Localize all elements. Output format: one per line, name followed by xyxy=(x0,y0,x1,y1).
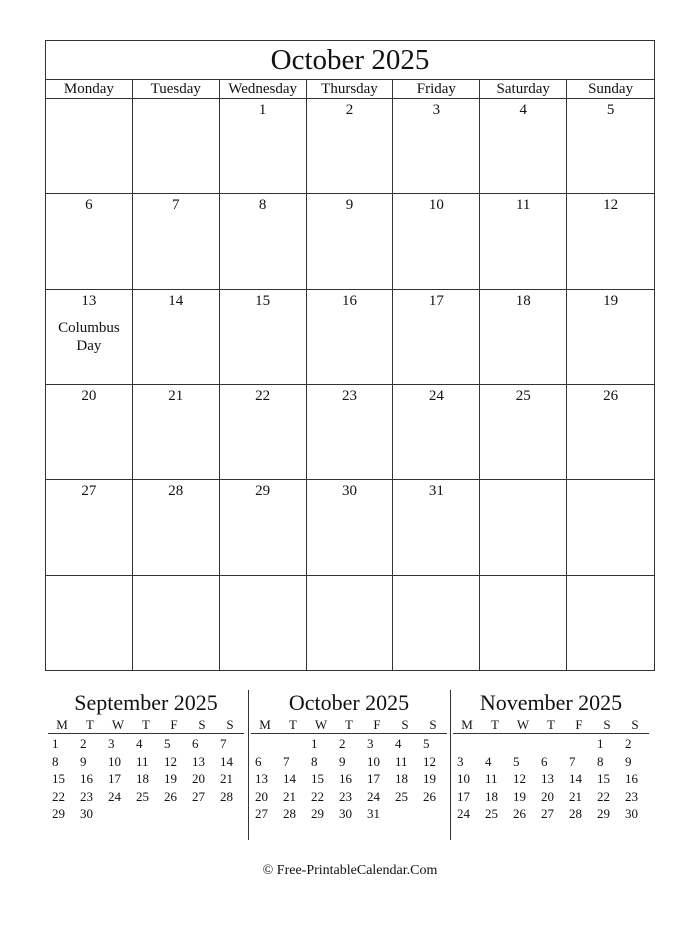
day-cell xyxy=(567,99,654,194)
mini-weekday-label: S xyxy=(226,717,234,732)
divider xyxy=(248,690,249,840)
day-number: 28 xyxy=(168,483,184,500)
mini-day: 17 xyxy=(457,788,470,804)
weekday-label: Wednesday xyxy=(220,80,307,98)
mini-day: 14 xyxy=(283,771,296,787)
day-cell xyxy=(133,194,220,289)
day-cell xyxy=(567,576,654,671)
day-cell xyxy=(46,576,133,671)
mini-day: 14 xyxy=(220,753,233,769)
mini-day: 16 xyxy=(80,771,93,787)
mini-weekday-label: T xyxy=(491,717,499,732)
day-cell xyxy=(393,99,480,194)
mini-day xyxy=(104,805,132,823)
day-number: 7 xyxy=(172,197,180,214)
mini-day: 30 xyxy=(80,806,93,822)
mini-day: 7 xyxy=(569,753,576,769)
mini-day: 2 xyxy=(625,736,632,751)
mini-day xyxy=(509,735,537,753)
day-number: 3 xyxy=(432,102,441,118)
mini-day: 16 xyxy=(625,771,638,787)
day-cell xyxy=(393,576,480,671)
mini-title: October 2025 xyxy=(288,690,410,715)
mini-day: 28 xyxy=(283,806,296,822)
mini-day: 26 xyxy=(423,788,436,804)
day-cell xyxy=(393,480,480,575)
day-number: 27 xyxy=(81,483,97,500)
day-cell xyxy=(220,194,307,289)
mini-weekday-label: F xyxy=(373,717,381,732)
mini-day: 12 xyxy=(423,753,436,769)
day-number: 9 xyxy=(345,197,354,214)
day-cell xyxy=(220,290,307,385)
mini-day: 12 xyxy=(164,753,177,769)
divider xyxy=(450,690,451,840)
mini-day: 22 xyxy=(52,788,65,804)
day-cell xyxy=(567,385,654,480)
mini-day: 29 xyxy=(597,806,610,822)
mini-day: 11 xyxy=(136,753,149,769)
mini-day: 5 xyxy=(423,736,430,751)
mini-day xyxy=(251,735,279,753)
mini-day: 23 xyxy=(339,788,352,804)
mini-day: 4 xyxy=(395,736,402,751)
mini-day: 26 xyxy=(513,806,526,822)
mini-weekday-label: F xyxy=(170,717,178,732)
day-cell xyxy=(567,194,654,289)
day-number: 6 xyxy=(85,197,93,214)
day-cell xyxy=(220,576,307,671)
mini-day: 11 xyxy=(485,771,498,787)
day-cell xyxy=(307,576,394,671)
day-number: 4 xyxy=(519,102,527,118)
mini-day xyxy=(565,735,593,753)
day-cell xyxy=(307,480,394,575)
mini-day: 1 xyxy=(597,736,604,751)
mini-day: 30 xyxy=(339,806,352,822)
mini-day: 2 xyxy=(339,736,346,751)
mini-weekday-label: S xyxy=(429,717,437,732)
mini-day: 18 xyxy=(136,771,149,787)
day-number: 30 xyxy=(341,483,357,500)
mini-days-grid xyxy=(453,734,649,823)
mini-day xyxy=(481,735,509,753)
mini-day: 26 xyxy=(164,788,177,804)
day-number: 18 xyxy=(515,292,531,309)
mini-weekday-label: M xyxy=(56,717,68,732)
mini-day: 21 xyxy=(283,788,296,804)
mini-day: 8 xyxy=(311,753,318,769)
day-cell xyxy=(46,385,133,480)
mini-weekday-label: S xyxy=(631,717,639,732)
day-number: 26 xyxy=(603,388,619,404)
mini-day: 9 xyxy=(80,753,87,769)
mini-day: 3 xyxy=(367,736,374,751)
day-cell xyxy=(480,576,567,671)
weekday-label: Saturday xyxy=(480,80,567,98)
mini-day: 15 xyxy=(597,771,610,787)
day-number: 12 xyxy=(603,197,619,214)
weekday-label: Friday xyxy=(393,80,480,98)
day-cell xyxy=(307,290,394,385)
day-cell xyxy=(133,99,220,194)
mini-day: 9 xyxy=(625,753,632,769)
mini-day: 6 xyxy=(255,753,262,769)
mini-day: 17 xyxy=(367,771,380,787)
mini-day: 8 xyxy=(597,753,604,769)
mini-day: 25 xyxy=(485,806,498,822)
weekday-label: Sunday xyxy=(588,81,634,97)
weekday-label: Monday xyxy=(46,80,133,98)
mini-day: 4 xyxy=(136,736,143,751)
day-number: 15 xyxy=(255,292,271,309)
weekday-label: Thursday xyxy=(307,80,394,98)
mini-day: 16 xyxy=(339,771,352,787)
mini-day: 28 xyxy=(220,788,233,804)
mini-day: 22 xyxy=(311,788,324,804)
mini-day: 24 xyxy=(108,788,121,804)
mini-day: 30 xyxy=(625,806,638,822)
day-cell xyxy=(307,385,394,480)
mini-weekday-label: W xyxy=(516,717,530,732)
mini-day: 27 xyxy=(192,788,205,804)
mini-day: 5 xyxy=(513,753,520,769)
mini-day: 23 xyxy=(80,788,93,804)
day-number: 16 xyxy=(341,292,357,309)
mini-calendar-september xyxy=(48,690,244,823)
calendar-grid xyxy=(46,99,654,671)
mini-day: 18 xyxy=(395,771,408,787)
day-cell xyxy=(567,480,654,575)
day-number: 8 xyxy=(258,197,267,214)
mini-calendar-october xyxy=(251,690,447,823)
day-cell xyxy=(480,194,567,289)
mini-day: 25 xyxy=(136,788,149,804)
mini-day xyxy=(453,735,481,753)
mini-day: 15 xyxy=(311,771,324,787)
day-number: 22 xyxy=(255,388,271,404)
day-number: 23 xyxy=(341,388,357,404)
mini-day: 23 xyxy=(625,788,638,804)
day-number: 24 xyxy=(428,388,444,404)
day-cell xyxy=(220,385,307,480)
mini-day: 7 xyxy=(283,753,290,769)
mini-day: 11 xyxy=(395,753,408,769)
mini-weekday-label: W xyxy=(111,717,125,732)
mini-weekday-header xyxy=(453,716,649,734)
mini-day: 31 xyxy=(367,806,380,822)
mini-day: 24 xyxy=(367,788,380,804)
mini-day: 12 xyxy=(513,771,526,787)
day-cell xyxy=(133,385,220,480)
day-cell xyxy=(133,290,220,385)
mini-day: 15 xyxy=(52,771,65,787)
day-number: 17 xyxy=(428,292,444,309)
mini-day xyxy=(160,805,188,823)
mini-day: 7 xyxy=(220,736,227,751)
day-number: 31 xyxy=(428,483,444,500)
mini-weekday-label: T xyxy=(142,717,150,732)
day-number: 19 xyxy=(603,292,619,309)
mini-day: 5 xyxy=(164,736,171,751)
mini-day: 13 xyxy=(541,771,554,787)
mini-weekday-label: S xyxy=(198,717,206,732)
mini-day: 9 xyxy=(339,753,346,769)
day-cell xyxy=(480,480,567,575)
mini-day xyxy=(279,735,307,753)
weekday-header xyxy=(46,80,654,99)
weekday-label: Tuesday xyxy=(133,80,220,98)
day-cell xyxy=(307,194,394,289)
mini-day: 18 xyxy=(485,788,498,804)
day-number: 11 xyxy=(515,197,531,214)
day-number: 25 xyxy=(515,388,531,404)
mini-day: 13 xyxy=(255,771,268,787)
mini-day: 14 xyxy=(569,771,582,787)
footer-copyright: © Free-PrintableCalendar.Com xyxy=(262,863,438,878)
mini-days-grid xyxy=(251,734,447,823)
mini-day: 10 xyxy=(108,753,121,769)
mini-day: 21 xyxy=(220,771,233,787)
mini-day: 27 xyxy=(541,806,554,822)
mini-day: 28 xyxy=(569,806,582,822)
mini-day: 22 xyxy=(597,788,610,804)
day-cell xyxy=(393,194,480,289)
mini-weekday-label: S xyxy=(401,717,409,732)
mini-day: 19 xyxy=(423,771,436,787)
mini-day: 1 xyxy=(311,736,318,751)
day-number: 10 xyxy=(428,197,444,214)
mini-day xyxy=(419,805,447,823)
mini-calendar-november xyxy=(453,690,649,823)
day-cell xyxy=(46,99,133,194)
mini-day: 20 xyxy=(541,788,554,804)
day-cell xyxy=(480,290,567,385)
day-number: 21 xyxy=(168,388,184,404)
day-cell xyxy=(46,290,133,385)
mini-day: 29 xyxy=(311,806,324,822)
day-number: 29 xyxy=(255,483,271,500)
day-cell xyxy=(133,576,220,671)
mini-days-grid xyxy=(48,734,244,823)
day-cell xyxy=(393,290,480,385)
day-cell xyxy=(307,99,394,194)
mini-weekday-label: T xyxy=(547,717,555,732)
mini-weekday-label: S xyxy=(603,717,611,732)
mini-day: 20 xyxy=(192,771,205,787)
mini-day: 3 xyxy=(108,736,115,751)
mini-day xyxy=(537,735,565,753)
mini-day: 13 xyxy=(192,753,205,769)
day-cell xyxy=(480,99,567,194)
mini-day: 6 xyxy=(541,753,548,769)
holiday-note: Columbus Day xyxy=(58,319,120,354)
mini-weekday-label: T xyxy=(86,717,94,732)
main-calendar xyxy=(45,40,655,671)
mini-weekday-label: F xyxy=(575,717,583,732)
mini-title: September 2025 xyxy=(74,690,218,715)
mini-day: 27 xyxy=(255,806,268,822)
day-cell xyxy=(220,480,307,575)
mini-day: 19 xyxy=(164,771,177,787)
day-number: 20 xyxy=(81,388,97,404)
day-cell xyxy=(480,385,567,480)
mini-weekday-label: W xyxy=(314,717,328,732)
day-number: 1 xyxy=(258,102,267,118)
mini-day xyxy=(391,805,419,823)
mini-day: 21 xyxy=(569,788,582,804)
day-number: 5 xyxy=(606,102,615,118)
day-number: 14 xyxy=(168,292,184,309)
mini-day xyxy=(216,805,244,823)
mini-day: 29 xyxy=(52,806,65,822)
mini-day: 19 xyxy=(513,788,526,804)
mini-day xyxy=(188,805,216,823)
mini-day: 10 xyxy=(367,753,380,769)
day-number: 2 xyxy=(345,102,354,118)
mini-day: 24 xyxy=(457,806,470,822)
day-number: 13 xyxy=(81,292,97,309)
mini-weekday-header xyxy=(251,716,447,734)
mini-day: 25 xyxy=(395,788,408,804)
mini-day: 2 xyxy=(80,736,87,751)
day-cell xyxy=(46,480,133,575)
mini-day: 4 xyxy=(485,753,492,769)
mini-day xyxy=(132,805,160,823)
day-cell xyxy=(220,99,307,194)
mini-day: 17 xyxy=(108,771,121,787)
mini-day: 20 xyxy=(255,788,268,804)
mini-weekday-label: T xyxy=(289,717,297,732)
day-cell xyxy=(46,194,133,289)
mini-day: 3 xyxy=(457,753,464,769)
mini-weekday-label: T xyxy=(345,717,353,732)
mini-weekday-label: M xyxy=(259,717,271,732)
day-cell xyxy=(567,290,654,385)
day-cell xyxy=(133,480,220,575)
mini-day: 8 xyxy=(52,753,59,769)
mini-day: 1 xyxy=(52,736,59,751)
mini-weekday-header xyxy=(48,716,244,734)
mini-day: 6 xyxy=(192,736,199,751)
mini-day: 10 xyxy=(457,771,470,787)
mini-weekday-label: M xyxy=(461,717,473,732)
day-cell xyxy=(393,385,480,480)
month-title: October 2025 xyxy=(46,41,654,80)
mini-title: November 2025 xyxy=(479,690,623,715)
